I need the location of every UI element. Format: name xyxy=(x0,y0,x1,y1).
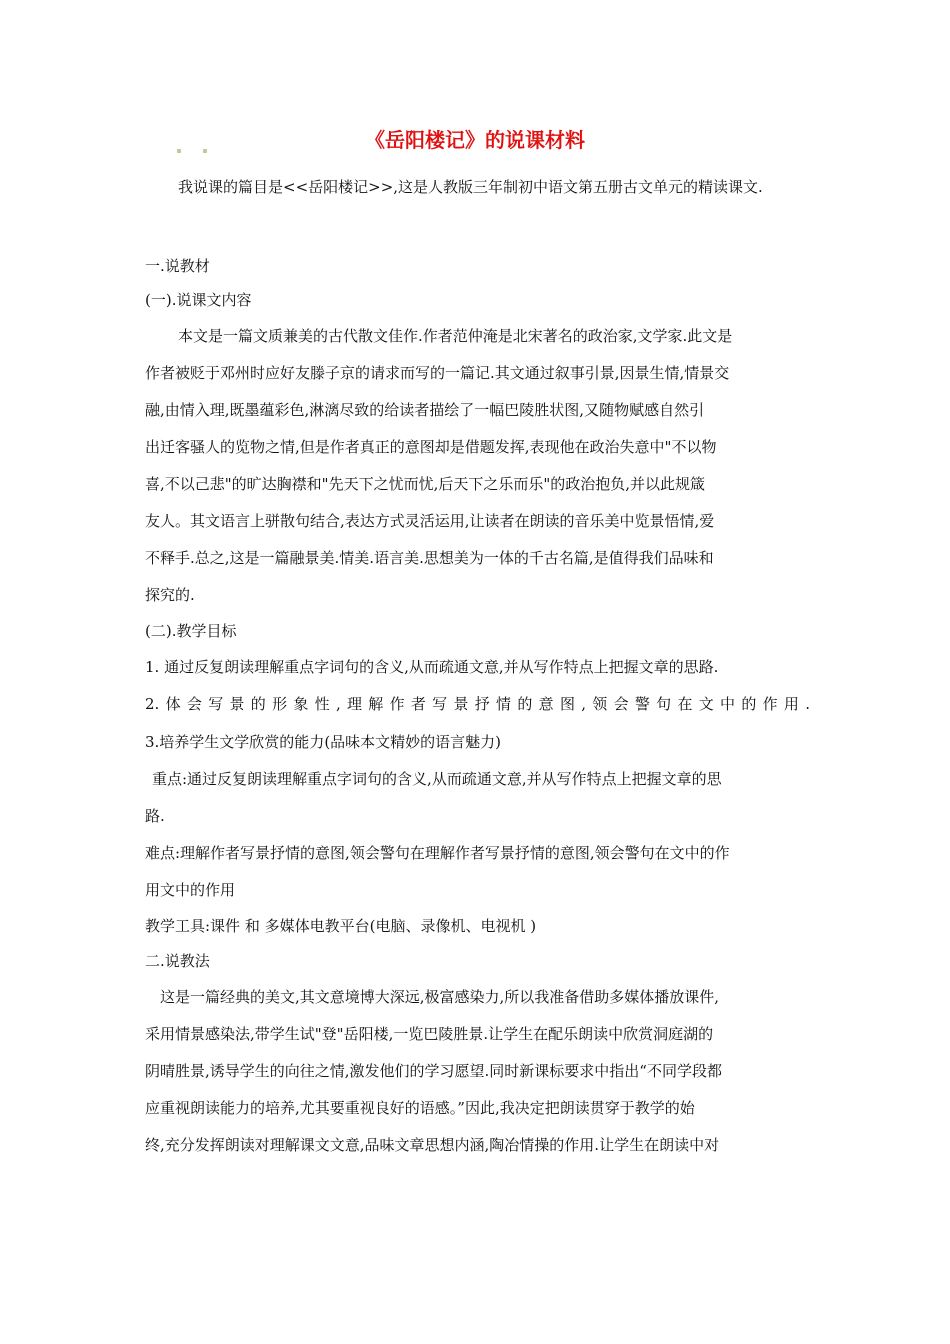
difficulty-line: 用文中的作用 xyxy=(145,881,236,899)
intro-paragraph: 我说课的篇目是<<岳阳楼记>>,这是人教版三年制初中语文第五册古文单元的精读课文. xyxy=(178,178,763,196)
paragraph-line: 出迁客骚人的览物之情,但是作者真正的意图却是借题发挥,表现他在政治失意中"不以物 xyxy=(145,438,717,456)
paragraph-line: 喜,不以己悲"的旷达胸襟和"先天下之忧而忧,后天下之乐而乐"的政治抱负,并以此规箴 xyxy=(145,475,706,493)
goal-item-3: 3.培养学生文学欣赏的能力(品味本文精妙的语言魅力) xyxy=(145,733,502,751)
subsection-heading-content: (一).说课文内容 xyxy=(145,291,252,309)
key-point-line: 路. xyxy=(145,807,165,825)
key-point-line: 重点:通过反复朗读理解重点字词句的含义,从而疏通文意,并从写作特点上把握文章的思 xyxy=(152,770,722,788)
goal-item-2: 2.体会写景的形象性,理解作者写景抒情的意图,领会警句在文中的作用. xyxy=(145,695,810,713)
paragraph-line: 探究的. xyxy=(145,586,195,604)
paragraph-line: 采用情景感染法,带学生试"登"岳阳楼,一览巴陵胜景.让学生在配乐朗读中欣赏洞庭湖的 xyxy=(145,1025,714,1043)
paragraph-line: 友人。其文语言上骈散句结合,表达方式灵活运用,让读者在朗读的音乐美中览景悟情,爱 xyxy=(145,512,715,530)
paragraph-line: 终,充分发挥朗读对理解课文文意,品味文章思想内涵,陶冶情操的作用.让学生在朗读中对 xyxy=(145,1136,720,1154)
paragraph-line: 阴晴胜景,诱导学生的向往之情,激发他们的学习愿望.同时新课标要求中指出“不同学段都 xyxy=(145,1062,722,1080)
document-title: 《岳阳楼记》的说课材料 xyxy=(365,128,585,152)
paragraph-line: 不释手.总之,这是一篇融景美.情美.语言美.思想美为一体的千古名篇,是值得我们品味和 xyxy=(145,549,714,567)
paragraph-line: 融,由情入理,既墨蕴彩色,淋漓尽致的给读者描绘了一幅巴陵胜状图,又随物赋感自然引 xyxy=(145,401,705,419)
paragraph-line: 本文是一篇文质兼美的古代散文佳作.作者范仲淹是北宋著名的政治家,文学家.此文是 xyxy=(178,327,733,345)
section-heading-method: 二.说教法 xyxy=(145,952,210,970)
paragraph-line: 应重视朗读能力的培养,尤其要重视良好的语感。”因此,我决定把朗读贯穿于教学的始 xyxy=(145,1099,695,1117)
subsection-heading-goals: (二).教学目标 xyxy=(145,622,237,640)
paragraph-line: 作者被贬于邓州时应好友滕子京的请求而写的一篇记.其文通过叙事引景,因景生情,情景交 xyxy=(145,364,730,382)
difficulty-line: 难点:理解作者写景抒情的意图,领会警句在理解作者写景抒情的意图,领会警句在文中的作 xyxy=(145,844,730,862)
paragraph-line: 这是一篇经典的美文,其文意境博大深远,极富感染力,所以我准备借助多媒体播放课件, xyxy=(160,988,720,1006)
teaching-tools: 教学工具:课件 和 多媒体电教平台(电脑、录像机、电视机 ) xyxy=(145,917,537,935)
goal-item-1: 1. 通过反复朗读理解重点字词句的含义,从而疏通文意,并从写作特点上把握文章的思路. xyxy=(145,658,719,676)
section-heading-textbook: 一.说教材 xyxy=(145,257,210,275)
